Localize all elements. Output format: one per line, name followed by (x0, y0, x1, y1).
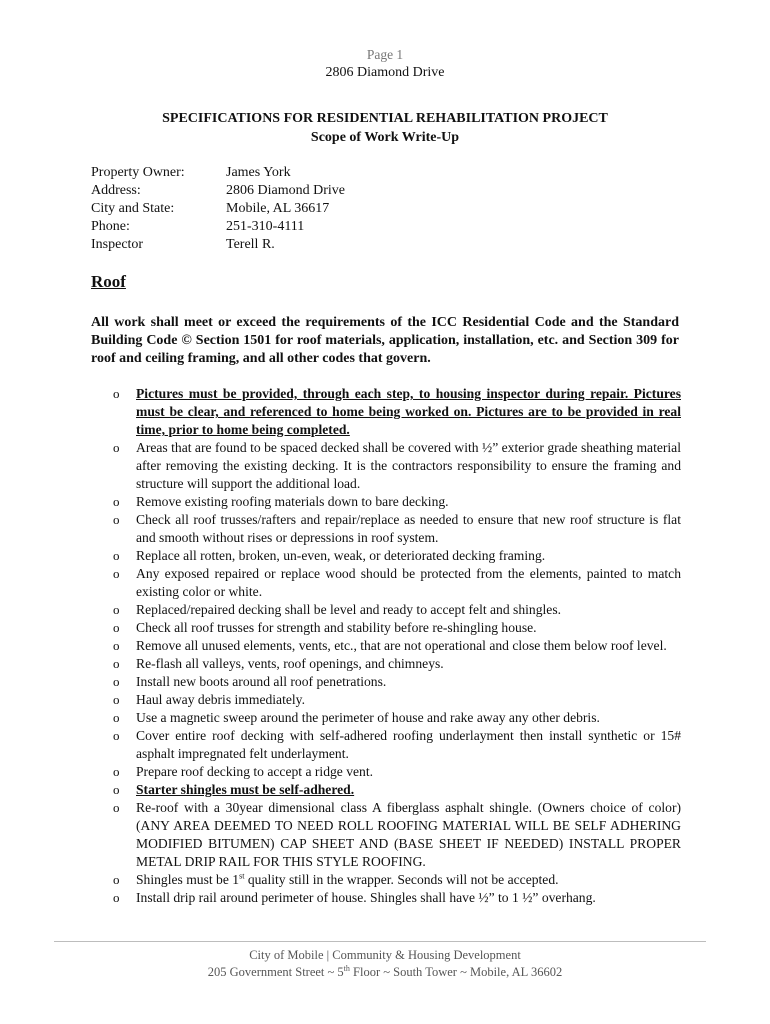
list-item-text-part: Shingles must be 1 (136, 872, 240, 887)
bullet-icon: o (113, 728, 120, 743)
bullet-icon: o (113, 638, 120, 653)
bullet-icon: o (113, 674, 120, 689)
inspector-value: Terell R. (226, 237, 275, 252)
address-row (91, 182, 345, 200)
bullet-icon: o (113, 386, 120, 401)
footer-address-part: Floor ~ South Tower ~ Mobile, AL 36602 (349, 965, 563, 979)
header-address: 2806 Diamond Drive (325, 65, 445, 80)
bullet-icon: o (113, 548, 120, 563)
list-item-text: Prepare roof decking to accept a ridge vent. (136, 764, 374, 779)
list-item-text: Replace all rotten, broken, un-even, weak, or deteriorated decking framing. (136, 548, 546, 563)
list-item (91, 637, 681, 655)
section-heading-roof: Roof (91, 272, 126, 291)
list-item-text: Re-flash all valleys, vents, roof openings, and chimneys. (136, 656, 444, 671)
bullet-icon: o (113, 512, 120, 527)
bullet-icon: o (113, 440, 120, 455)
list-item-text: Haul away debris immediately. (136, 692, 305, 707)
list-item-text: Re-roof with a 30year dimensional class A fiberglass asphalt shingle. (Owners choice of color) (ANY AREA DEEMED TO NEED ROLL ROOFING MATERIAL WILL BE SELF ADHERING MODIFIED BITUMEN) CAP SHEET AND (BASE SHEET IF NEEDED) INSTALL PROPER METAL DRIP RAIL FOR THIS STYLE ROOFING. (136, 800, 681, 869)
list-item-text: Pictures must be provided, through each step, to housing inspector during repair. Pictures must be clear, and referenced to home being worked on. Pictures are to be provided in real time, prior to home being completed. (136, 386, 681, 437)
property-owner-value: James York (226, 165, 291, 180)
list-item-text: Remove all unused elements, vents, etc., that are not operational and close them below roof level. (136, 638, 667, 653)
list-item (91, 565, 681, 601)
bullet-icon: o (113, 710, 120, 725)
city-state-label: City and State: (91, 201, 175, 216)
bullet-icon: o (113, 692, 120, 707)
list-item-text: Areas that are found to be spaced decked shall be covered with ½” exterior grade sheathing material after removing the existing decking. It is the contractors responsibility to ensure the framing and structure will support the additional load. (136, 440, 681, 491)
list-item-text: Remove existing roofing materials down to bare decking. (136, 494, 449, 509)
list-item-text-part: quality still in the wrapper. Seconds will not be accepted. (244, 872, 559, 887)
section-intro: All work shall meet or exceed the requirements of the ICC Residential Code and the Standard Building Code © Section 1501 for roof materials, application, installation, etc. and Section 309 for roof and ceiling framing, and all other codes that govern. (91, 315, 679, 366)
bullet-icon: o (113, 602, 120, 617)
list-item (91, 547, 681, 565)
list-item (91, 709, 681, 727)
city-state-value: Mobile, AL 36617 (226, 201, 330, 216)
list-item (91, 673, 681, 691)
list-item (91, 439, 681, 493)
list-item (91, 655, 681, 673)
property-owner-label: Property Owner: (91, 165, 185, 180)
inspector-label: Inspector (91, 237, 144, 252)
bullet-icon: o (113, 656, 120, 671)
footer-address-part: 205 Government Street ~ 5 (207, 965, 344, 979)
list-item (91, 601, 681, 619)
bullet-icon: o (113, 872, 120, 887)
bullet-icon: o (113, 566, 120, 581)
list-item-text: Install new boots around all roof penetrations. (136, 674, 387, 689)
list-item (91, 691, 681, 709)
list-item (91, 799, 681, 871)
roof-spec-list (91, 385, 681, 907)
list-item (91, 871, 681, 889)
bullet-icon: o (113, 620, 120, 635)
document-title: SPECIFICATIONS FOR RESIDENTIAL REHABILITATION PROJECT (162, 111, 608, 126)
list-item-text: Replaced/repaired decking shall be level and ready to accept felt and shingles. (136, 602, 562, 617)
list-item (91, 511, 681, 547)
bullet-icon: o (113, 782, 120, 797)
ordinal-superscript: st (239, 871, 245, 881)
list-item-text: Any exposed repaired or replace wood should be protected from the elements, painted to match existing color or white. (136, 566, 681, 599)
list-item-text: Cover entire roof decking with self-adhered roofing underlayment then install synthetic or 15# asphalt impregnated felt underlayment. (136, 728, 681, 761)
city-state-row (91, 200, 345, 218)
list-item (91, 781, 681, 799)
bullet-icon: o (113, 494, 120, 509)
address-value: 2806 Diamond Drive (226, 183, 345, 198)
page-number: Page 1 (366, 47, 404, 62)
property-info-block (91, 164, 345, 254)
phone-label: Phone: (91, 219, 130, 234)
phone-row (91, 218, 345, 236)
list-item-text: Install drip rail around perimeter of house. Shingles shall have ½” to 1 ½” overhang. (136, 890, 596, 905)
list-item-text: Check all roof trusses/rafters and repair/replace as needed to ensure that new roof structure is flat and smooth without rises or depressions in roof system. (136, 512, 681, 545)
address-label: Address: (91, 183, 141, 198)
ordinal-superscript: th (343, 963, 350, 973)
footer-line-2 (0, 965, 770, 980)
list-item-text (136, 871, 681, 889)
list-item-text: Use a magnetic sweep around the perimeter of house and rake away any other debris. (136, 710, 600, 725)
inspector-row (91, 236, 345, 254)
bullet-icon: o (113, 890, 120, 905)
footer-line-1: City of Mobile | Community & Housing Development (249, 948, 521, 962)
footer-divider (54, 941, 706, 942)
list-item-text: Check all roof trusses for strength and stability before re-shingling house. (136, 620, 537, 635)
list-item (91, 385, 681, 439)
list-item (91, 889, 681, 907)
phone-value: 251-310-4111 (226, 219, 305, 234)
list-item (91, 727, 681, 763)
list-item (91, 493, 681, 511)
bullet-icon: o (113, 764, 120, 779)
bullet-icon: o (113, 800, 120, 815)
list-item (91, 763, 681, 781)
property-owner-row (91, 164, 345, 182)
document-subtitle: Scope of Work Write-Up (310, 130, 460, 145)
list-item-text: Starter shingles must be self-adhered. (136, 782, 355, 797)
list-item (91, 619, 681, 637)
